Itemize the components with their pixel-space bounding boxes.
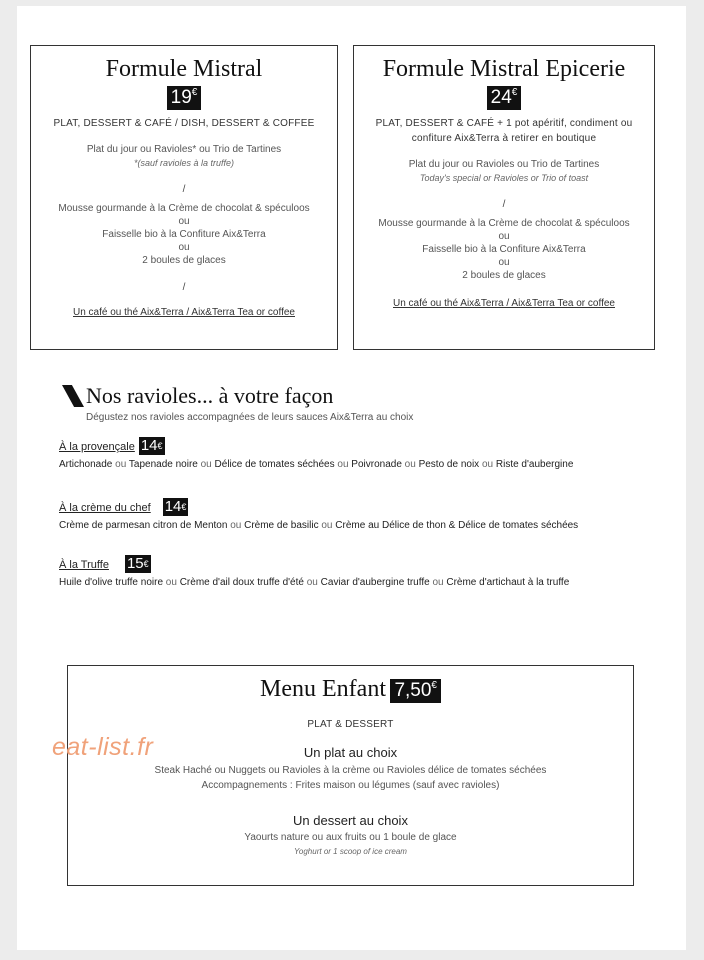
- formule-mistral-ou: ou: [178, 216, 190, 227]
- menu-enfant-plat-line-2: Accompagnements : Frites maison ou légumes (sauf avec ravioles): [201, 780, 500, 791]
- raviole-item: [59, 437, 649, 472]
- raviole-option: Huile d'olive truffe noire: [59, 577, 164, 589]
- raviole-price: 14€: [140, 437, 163, 454]
- ou-text: ou: [200, 459, 212, 471]
- formule-mistral-plat-note: *(sauf ravioles à la truffe): [133, 158, 235, 168]
- raviole-option: Crème de basilic: [244, 520, 319, 532]
- menu-enfant-price: 7,50€: [390, 679, 441, 703]
- ou-text: ou: [230, 520, 242, 532]
- menu-enfant-plat-line-1: Steak Haché ou Nuggets ou Ravioles à la crème ou Ravioles délice de tomates séchées: [154, 765, 547, 776]
- menu-enfant-box: [67, 665, 634, 886]
- raviole-options: [59, 575, 649, 590]
- raviole-option: Caviar d'aubergine truffe: [320, 577, 430, 589]
- formule-mistral-plat: Plat du jour ou Ravioles* ou Trio de Tartines: [86, 144, 282, 155]
- raviole-options: [59, 518, 649, 533]
- ravioles-heading: [62, 383, 333, 409]
- formule-epicerie-price: 24€: [487, 86, 522, 110]
- raviole-option: Artichonade: [59, 459, 113, 471]
- formule-epicerie-box: [353, 45, 655, 350]
- ou-text: ou: [115, 459, 127, 471]
- watermark-logo: eat-list.fr: [52, 733, 154, 761]
- raviole-option: Pesto de noix: [418, 459, 480, 471]
- formule-mistral-dessert-1: Mousse gourmande à la Crème de chocolat & spéculoos: [58, 203, 310, 214]
- menu-enfant-header: [68, 675, 633, 703]
- formule-mistral-separator: /: [182, 184, 186, 195]
- formule-mistral-title: Formule Mistral: [105, 56, 263, 82]
- formule-epicerie-plat: Plat du jour ou Ravioles ou Trio de Tartines: [408, 159, 600, 170]
- raviole-options: [59, 457, 649, 472]
- formule-epicerie-cafe: Un café ou thé Aix&Terra / Aix&Terra Tea or coffee: [393, 298, 615, 309]
- menu-enfant-dessert-line: Yaourts nature ou aux fruits ou 1 boule de glace: [244, 832, 457, 843]
- menu-enfant-plat-heading: Un plat au choix: [303, 745, 398, 760]
- formule-epicerie-ou: ou: [498, 231, 510, 242]
- ravioles-heading-text: Nos ravioles... à votre façon: [86, 383, 334, 408]
- raviole-name: À la provençale: [59, 441, 135, 454]
- ou-text: ou: [165, 577, 177, 589]
- raviole-price: 15€: [126, 555, 149, 572]
- formule-epicerie-ou: ou: [498, 257, 510, 268]
- formule-epicerie-separator: /: [502, 199, 506, 210]
- raviole-option: Tapenade noire: [128, 459, 198, 471]
- ravioles-subtitle: Dégustez nos ravioles accompagnées de leurs sauces Aix&Terra au choix: [86, 412, 414, 423]
- raviole-option: Poivronade: [351, 459, 402, 471]
- raviole-name: À la crème du chef: [59, 502, 151, 515]
- ou-text: ou: [306, 577, 318, 589]
- flag-icon: [62, 385, 84, 407]
- formule-mistral-dessert-3: 2 boules de glaces: [142, 255, 226, 266]
- ou-text: ou: [432, 577, 444, 589]
- ou-text: ou: [404, 459, 416, 471]
- formule-epicerie-title: Formule Mistral Epicerie: [382, 56, 626, 82]
- formule-mistral-separator: /: [182, 282, 186, 293]
- formule-epicerie-dessert-1: Mousse gourmande à la Crème de chocolat & spéculoos: [378, 218, 630, 229]
- raviole-item: [59, 498, 649, 533]
- formule-epicerie-dessert-2: Faisselle bio à la Confiture Aix&Terra: [422, 244, 586, 255]
- ou-text: ou: [481, 459, 494, 471]
- formule-mistral-subtitle: PLAT, DESSERT & CAFÉ / DISH, DESSERT & COFFEE: [53, 118, 315, 129]
- ou-text: ou: [321, 520, 333, 532]
- menu-enfant-dessert-note: Yoghurt or 1 scoop of ice cream: [294, 847, 407, 856]
- formule-mistral-price: 19€: [167, 86, 202, 110]
- raviole-option: Crème d'ail doux truffe d'été: [179, 577, 304, 589]
- raviole-option: Crème au Délice de thon & Délice de tomates séchées: [335, 520, 579, 532]
- formule-epicerie-dessert-3: 2 boules de glaces: [462, 270, 546, 281]
- formule-epicerie-subtitle: PLAT, DESSERT & CAFÉ + 1 pot apéritif, condiment ou confiture Aix&Terra à retirer en boutique: [375, 118, 633, 144]
- formule-mistral-ou: ou: [178, 242, 190, 253]
- ou-text: ou: [337, 459, 349, 471]
- raviole-name: À la Truffe: [59, 559, 109, 572]
- raviole-option: Délice de tomates séchées: [214, 459, 335, 471]
- raviole-option: Crème d'artichaut à la truffe: [446, 577, 570, 589]
- raviole-option: Riste d'aubergine: [495, 459, 574, 471]
- raviole-option: Crème de parmesan citron de Menton: [59, 520, 228, 532]
- formule-mistral-box: [30, 45, 338, 350]
- formule-mistral-dessert-2: Faisselle bio à la Confiture Aix&Terra: [102, 229, 266, 240]
- raviole-price: 14€: [164, 498, 187, 515]
- raviole-item: [59, 555, 649, 590]
- menu-enfant-title: Menu Enfant: [260, 676, 386, 702]
- formule-mistral-cafe: Un café ou thé Aix&Terra / Aix&Terra Tea or coffee: [73, 307, 295, 318]
- menu-enfant-subtitle: PLAT & DESSERT: [307, 719, 394, 730]
- formule-epicerie-plat-note: Today's special or Ravioles or Trio of toast: [419, 173, 589, 183]
- menu-enfant-dessert-heading: Un dessert au choix: [293, 813, 408, 828]
